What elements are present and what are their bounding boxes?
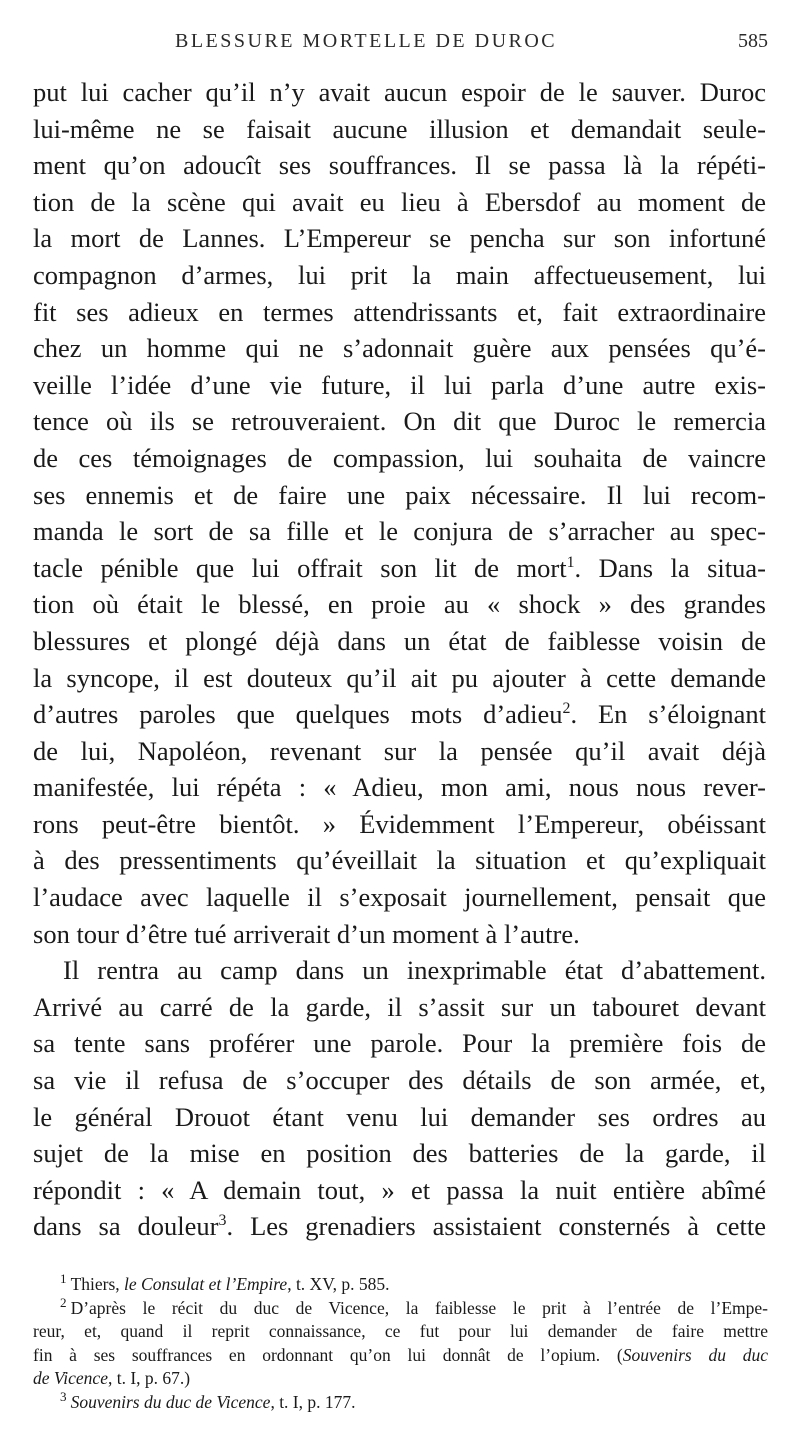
text-line: blessures et plongé déjà dans un état de faiblesse voisin de	[33, 625, 766, 656]
text-segment: dans sa douleur	[33, 1211, 219, 1242]
text-line: lui-même ne se faisait aucune illusion et demandait seule-	[33, 113, 766, 144]
text-segment: . En s’éloignant	[570, 699, 766, 730]
text-line: veille l’idée d’une vie future, il lui parla d’une autre exis-	[33, 369, 766, 400]
footnote-mark: 2	[60, 1294, 67, 1310]
footnote-2-line	[33, 1367, 768, 1391]
text-line: de ces témoignages de compassion, lui souhaita de vaincre	[33, 442, 766, 473]
text-line	[33, 550, 766, 587]
text-line: chez un homme qui ne s’adonnait guère aux pensées qu’é-	[33, 333, 766, 364]
text-segment: . Dans la situa-	[574, 552, 766, 583]
text-line: le général Drouot étant venu lui demander ses ordres au	[33, 1101, 766, 1132]
footnote-title: Souvenirs du duc	[622, 1344, 768, 1365]
text-line: tence où ils se retrouveraient. On dit que Duroc le remercia	[33, 406, 766, 437]
footnote-text: , t. XV, p. 585.	[287, 1274, 390, 1294]
text-line: rons peut-être bientôt. » Évidemment l’Empereur, obéissant	[33, 808, 766, 839]
text-line: manda le sort de sa fille et le conjura de s’arracher au spec-	[33, 516, 766, 547]
text-line: fit ses adieux en termes attendrissants et, fait extraordinaire	[33, 296, 766, 327]
text-segment: d’autres paroles que quelques mots d’adieu	[33, 699, 563, 730]
text-line	[33, 696, 766, 733]
footnote-2-line	[33, 1344, 768, 1368]
text-line: sa vie il refusa de s’occuper des détails de son armée, et,	[33, 1065, 766, 1096]
footnote-title: le Consulat et l’Empire	[124, 1274, 288, 1294]
footnote-3	[33, 1391, 768, 1415]
text-line	[33, 1208, 766, 1245]
text-line: tion où était le blessé, en proie au « shock » des grandes	[33, 589, 766, 620]
page-number: 585	[738, 30, 768, 52]
text-line: répondit : « A demain tout, » et passa la nuit entière abîmé	[33, 1174, 766, 1205]
footnote-title: Souvenirs du duc de Vicence	[70, 1391, 271, 1412]
text-line: son tour d’être tué arriverait d’un moment à l’autre.	[33, 918, 580, 949]
text-line: put lui cacher qu’il n’y avait aucun espoir de le sauver. Duroc	[33, 77, 766, 107]
text-line: ses ennemis et de faire une paix nécessaire. Il lui recom-	[33, 479, 766, 510]
footnote-1	[33, 1273, 768, 1297]
text-line: la syncope, il est douteux qu’il ait pu ajouter à cette demande	[33, 662, 766, 693]
footnote-mark: 3	[60, 1389, 67, 1405]
footnote-ref-2[interactable]: 2	[562, 700, 571, 718]
footnote-title: de Vicence	[33, 1368, 108, 1389]
footnote-text: fin à ses souffrances en ordonnant qu’on lui donnât de l’opium. (	[33, 1344, 623, 1365]
paragraph-start: Il rentra au camp dans un inexprimable état d’abattement.	[63, 955, 766, 986]
footnote-2	[33, 1294, 768, 1321]
footnote-ref-1[interactable]: 1	[566, 553, 575, 571]
footnote-2-line: reur, et, quand il reprit connaissance, ce fut pour lui demander de faire mettre	[33, 1321, 768, 1342]
text-line: tion de la scène qui avait eu lieu à Ebersdof au moment de	[33, 186, 766, 217]
text-segment: .	[226, 1211, 251, 1242]
running-header	[0, 30, 800, 60]
footnote-text: D’après le récit du duc de Vicence, la faiblesse le prit à l’entrée de l’Empe-	[70, 1297, 768, 1318]
text-line: compagnon d’armes, lui prit la main affectueusement, lui	[33, 259, 766, 290]
text-line: la mort de Lannes. L’Empereur se pencha sur son infortuné	[33, 223, 766, 254]
footnote-mark: 1	[60, 1271, 67, 1287]
footnote-text: , t. I, p. 177.	[270, 1391, 356, 1412]
text-segment: tacle pénible que lui offrait son lit de mort	[33, 552, 567, 583]
main-text	[33, 74, 766, 1245]
text-line: sujet de la mise en position des batteries de la garde, il	[33, 1138, 766, 1169]
text-line: à des pressentiments qu’éveillait la situation et qu’expliquait	[33, 845, 766, 876]
text-line: ment qu’on adoucît ses souffrances. Il se passa là la répéti-	[33, 150, 766, 181]
text-line: Arrivé au carré de la garde, il s’assit sur un tabouret devant	[33, 991, 766, 1022]
text-line: manifestée, lui répéta : « Adieu, mon ami, nous nous rever-	[33, 772, 766, 803]
text-line: de lui, Napoléon, revenant sur la pensée qu’il avait déjà	[33, 735, 766, 766]
footnote-text: , t. I, p. 67.)	[107, 1368, 191, 1389]
text-line: sa tente sans proférer une parole. Pour la première fois de	[33, 1028, 766, 1059]
footnote-ref-3[interactable]: 3	[218, 1212, 227, 1230]
text-segment: Les grenadiers assistaient consternés à cette	[250, 1211, 767, 1242]
running-title: BLESSURE MORTELLE DE DUROC	[175, 30, 558, 52]
footnote-text: Thiers,	[70, 1274, 125, 1294]
text-line: l’audace avec laquelle il s’exposait journellement, pensait que	[33, 882, 766, 913]
footnotes	[33, 1273, 768, 1415]
